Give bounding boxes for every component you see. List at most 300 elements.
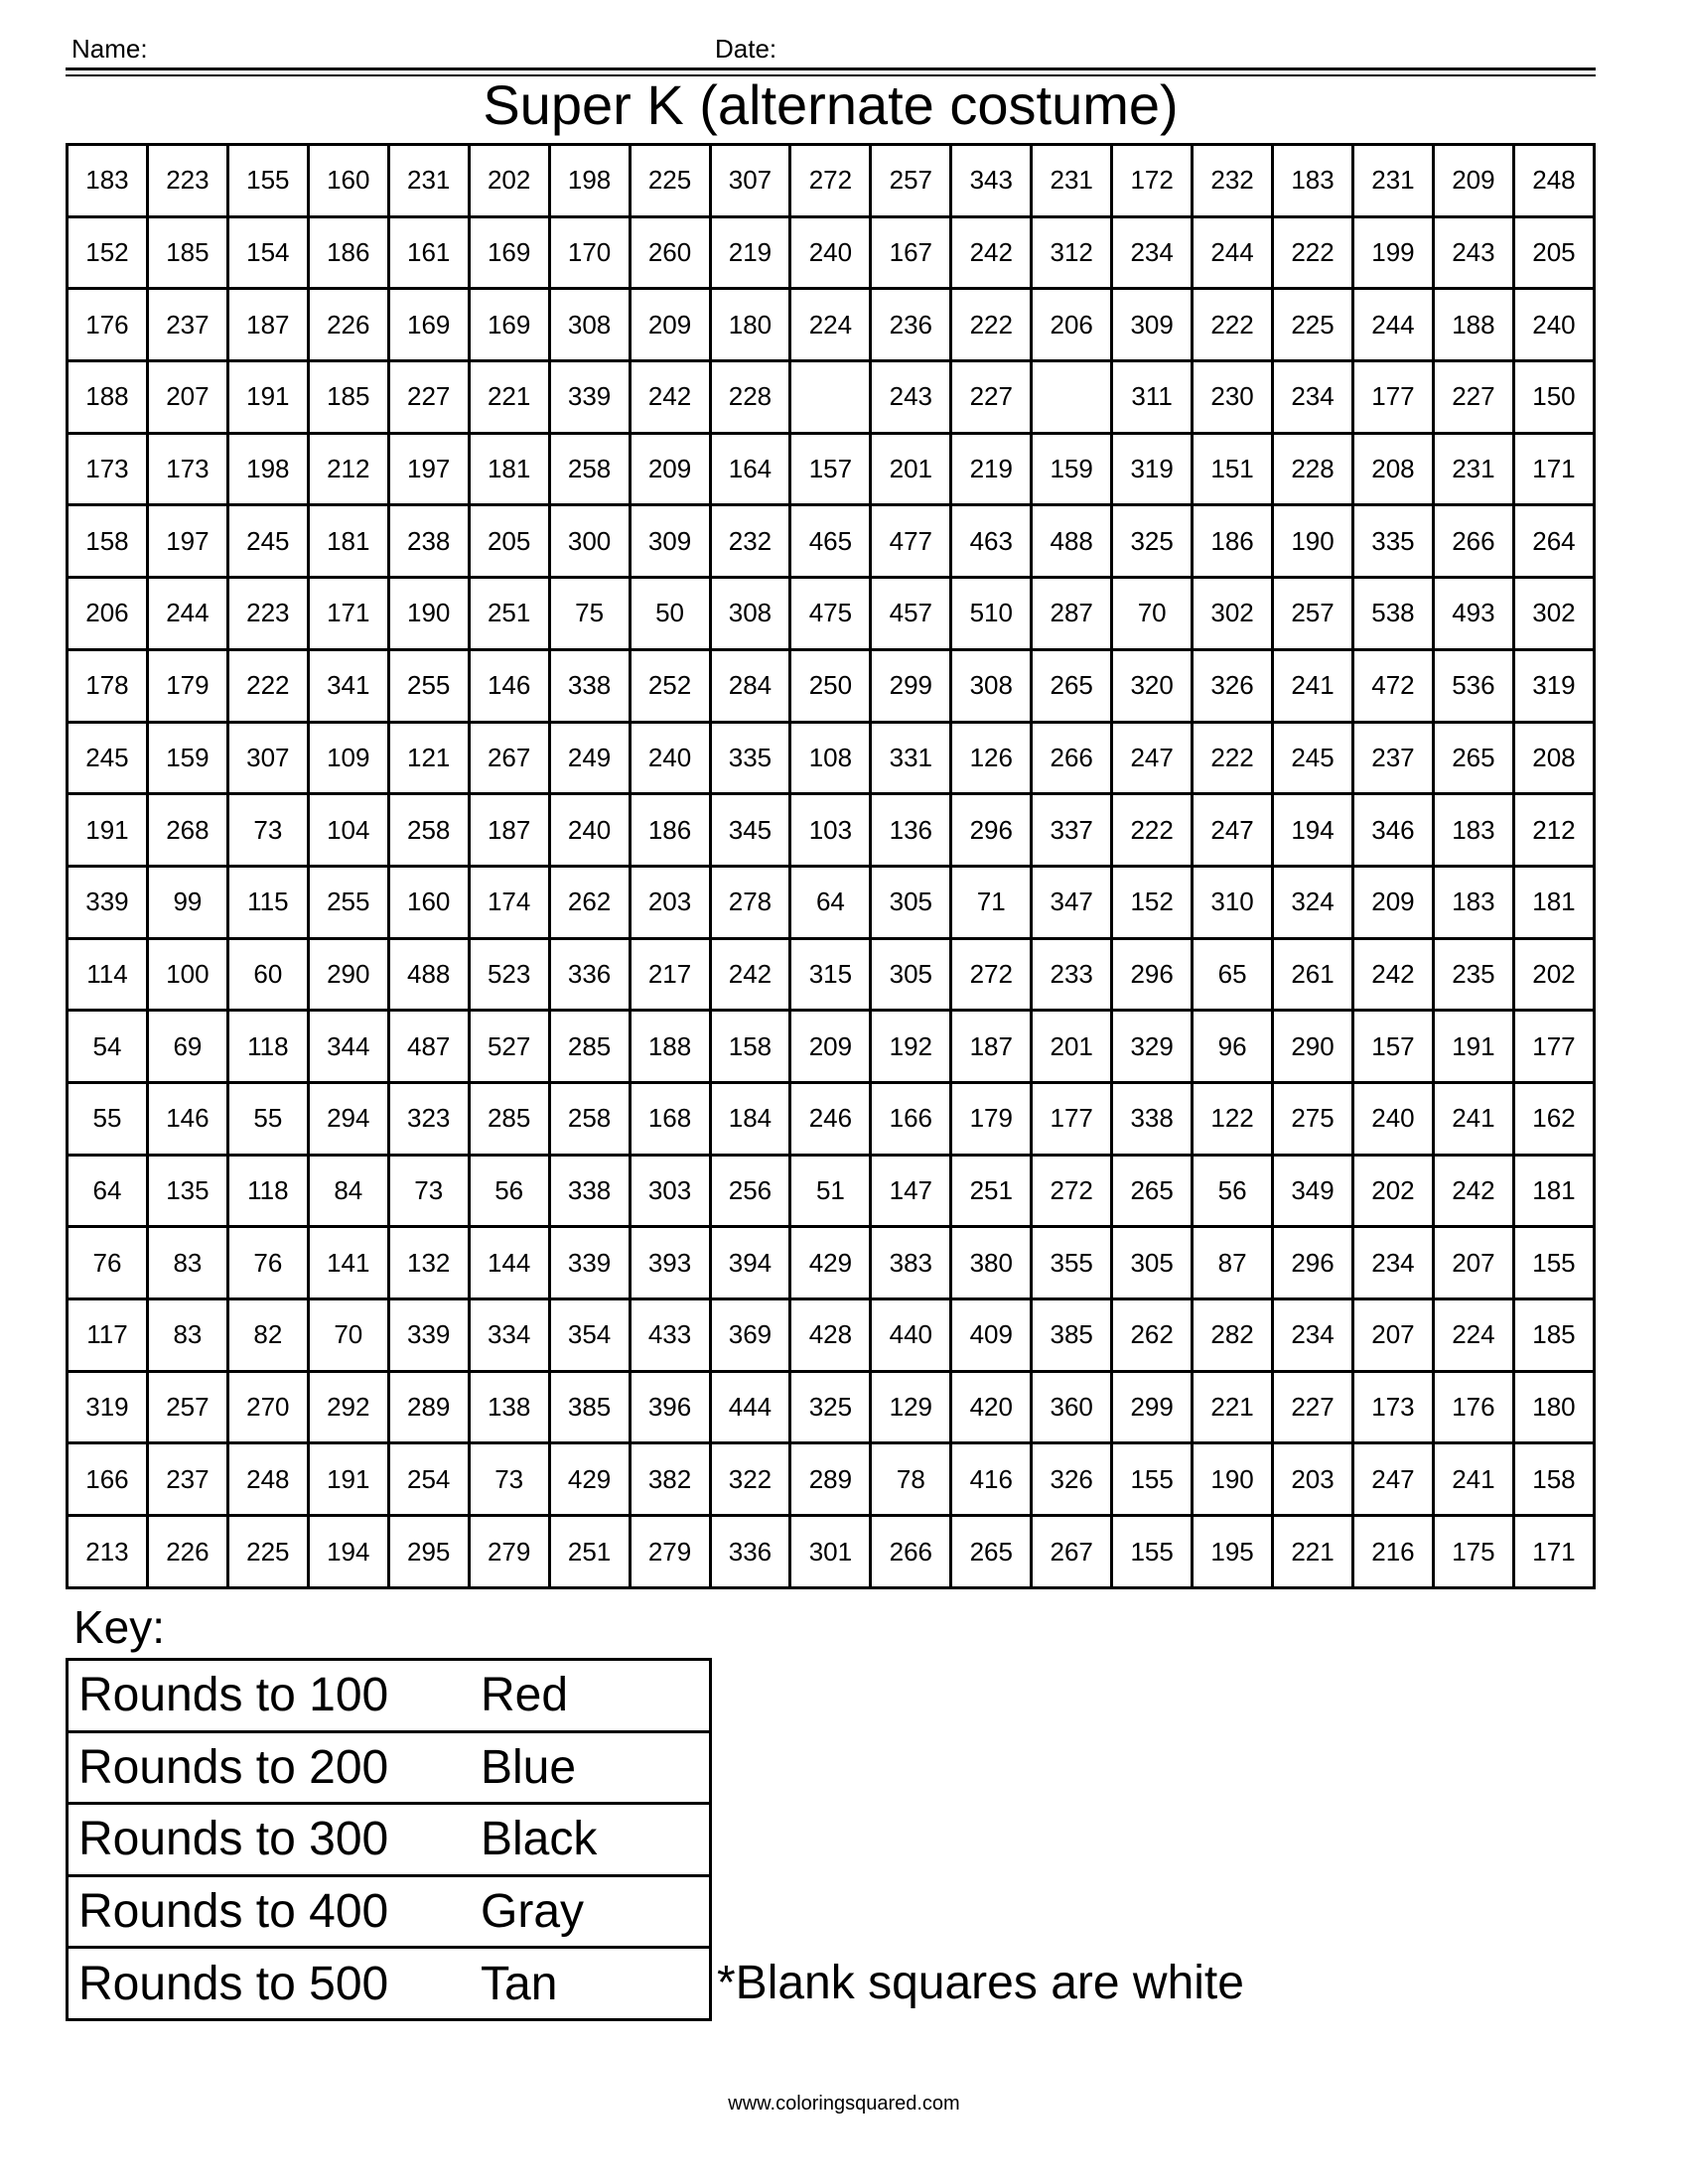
grid-cell: 261	[1273, 938, 1353, 1011]
grid-cell: 326	[1193, 649, 1273, 722]
grid-cell: 197	[388, 433, 469, 505]
grid-cell: 296	[1112, 938, 1193, 1011]
grid-cell: 188	[68, 361, 148, 434]
grid-cell: 488	[1032, 505, 1112, 578]
grid-cell: 296	[1273, 1227, 1353, 1299]
grid-cell: 221	[1273, 1516, 1353, 1588]
key-label: Key:	[73, 1601, 166, 1653]
grid-cell: 132	[388, 1227, 469, 1299]
grid-cell: 444	[710, 1371, 790, 1443]
grid-cell: 187	[227, 289, 308, 361]
grid-cell: 161	[388, 216, 469, 289]
grid-cell: 240	[1513, 289, 1594, 361]
grid-cell: 83	[147, 1299, 227, 1372]
grid-cell: 233	[1032, 938, 1112, 1011]
grid-cell: 292	[308, 1371, 388, 1443]
grid-cell: 383	[871, 1227, 951, 1299]
grid-cell: 308	[710, 578, 790, 650]
grid-cell: 305	[1112, 1227, 1193, 1299]
grid-cell: 201	[1032, 1011, 1112, 1083]
grid-cell: 222	[1273, 216, 1353, 289]
grid-row	[68, 722, 1595, 794]
grid-cell: 186	[630, 794, 710, 867]
grid-cell: 257	[1273, 578, 1353, 650]
grid-cell: 158	[1513, 1443, 1594, 1516]
grid-cell: 183	[1433, 866, 1513, 938]
grid-cell: 221	[469, 361, 549, 434]
grid-cell: 326	[1032, 1443, 1112, 1516]
grid-cell: 248	[1513, 145, 1594, 217]
grid-cell: 241	[1273, 649, 1353, 722]
grid-cell: 118	[227, 1011, 308, 1083]
grid-cell: 260	[630, 216, 710, 289]
grid-cell: 190	[388, 578, 469, 650]
grid-cell: 234	[1353, 1227, 1434, 1299]
grid-cell: 181	[1513, 1155, 1594, 1227]
grid-cell: 188	[630, 1011, 710, 1083]
grid-cell: 251	[549, 1516, 630, 1588]
grid-cell: 209	[790, 1011, 871, 1083]
grid-cell: 183	[1433, 794, 1513, 867]
grid-cell: 203	[630, 866, 710, 938]
grid-cell: 339	[388, 1299, 469, 1372]
grid-row	[68, 289, 1595, 361]
grid-cell: 335	[1353, 505, 1434, 578]
grid-cell: 209	[630, 289, 710, 361]
key-color-name: Blue	[471, 1731, 711, 1804]
grid-cell: 275	[1273, 1082, 1353, 1155]
grid-cell: 87	[1193, 1227, 1273, 1299]
grid-cell: 343	[951, 145, 1032, 217]
grid-cell: 136	[871, 794, 951, 867]
grid-cell: 231	[1032, 145, 1112, 217]
grid-cell: 126	[951, 722, 1032, 794]
grid-cell: 337	[1032, 794, 1112, 867]
grid-cell: 177	[1353, 361, 1434, 434]
grid-cell: 254	[388, 1443, 469, 1516]
date-label: Date:	[715, 34, 777, 64]
grid-cell: 190	[1193, 1443, 1273, 1516]
grid-cell: 129	[871, 1371, 951, 1443]
grid-cell: 171	[308, 578, 388, 650]
grid-cell: 320	[1112, 649, 1193, 722]
grid-cell: 312	[1032, 216, 1112, 289]
grid-cell: 429	[790, 1227, 871, 1299]
grid-cell: 162	[1513, 1082, 1594, 1155]
grid-cell: 295	[388, 1516, 469, 1588]
grid-cell: 339	[549, 1227, 630, 1299]
grid-cell: 55	[227, 1082, 308, 1155]
grid-cell: 205	[1513, 216, 1594, 289]
grid-cell: 212	[308, 433, 388, 505]
grid-cell: 181	[308, 505, 388, 578]
grid-cell: 173	[147, 433, 227, 505]
grid-cell: 181	[1513, 866, 1594, 938]
grid-cell: 339	[68, 866, 148, 938]
grid-row	[68, 1371, 1595, 1443]
grid-cell: 319	[1513, 649, 1594, 722]
grid-cell: 235	[1433, 938, 1513, 1011]
grid-cell: 164	[710, 433, 790, 505]
grid-cell: 151	[1193, 433, 1273, 505]
grid-cell: 54	[68, 1011, 148, 1083]
grid-cell: 194	[1273, 794, 1353, 867]
grid-cell: 463	[951, 505, 1032, 578]
grid-cell: 109	[308, 722, 388, 794]
grid-row	[68, 216, 1595, 289]
grid-cell: 187	[951, 1011, 1032, 1083]
grid-cell: 222	[1193, 289, 1273, 361]
grid-cell: 250	[790, 649, 871, 722]
grid-cell: 396	[630, 1371, 710, 1443]
grid-cell: 465	[790, 505, 871, 578]
grid-row	[68, 1299, 1595, 1372]
grid-cell: 55	[68, 1082, 148, 1155]
grid-cell: 104	[308, 794, 388, 867]
grid-cell: 347	[1032, 866, 1112, 938]
grid-cell: 155	[1112, 1443, 1193, 1516]
grid-cell: 279	[630, 1516, 710, 1588]
grid-cell: 240	[630, 722, 710, 794]
key-color-name: Tan	[471, 1948, 711, 2020]
grid-cell: 369	[710, 1299, 790, 1372]
grid-cell: 493	[1433, 578, 1513, 650]
grid-cell: 150	[1513, 361, 1594, 434]
grid-cell: 245	[68, 722, 148, 794]
key-rounding-rule: Rounds to 400	[68, 1875, 472, 1948]
grid-cell: 278	[710, 866, 790, 938]
grid-cell: 409	[951, 1299, 1032, 1372]
grid-cell: 195	[1193, 1516, 1273, 1588]
grid-cell: 251	[469, 578, 549, 650]
grid-cell: 247	[1353, 1443, 1434, 1516]
grid-cell: 242	[630, 361, 710, 434]
grid-cell	[1032, 361, 1112, 434]
grid-cell: 420	[951, 1371, 1032, 1443]
grid-cell: 75	[549, 578, 630, 650]
grid-cell: 157	[790, 433, 871, 505]
grid-cell: 173	[68, 433, 148, 505]
grid-cell: 154	[227, 216, 308, 289]
grid-cell: 289	[388, 1371, 469, 1443]
grid-row	[68, 578, 1595, 650]
grid-cell: 246	[790, 1082, 871, 1155]
grid-cell: 329	[1112, 1011, 1193, 1083]
grid-cell: 240	[549, 794, 630, 867]
grid-cell: 270	[227, 1371, 308, 1443]
grid-cell: 242	[1433, 1155, 1513, 1227]
grid-cell: 73	[469, 1443, 549, 1516]
grid-cell: 272	[951, 938, 1032, 1011]
grid-cell: 249	[549, 722, 630, 794]
grid-cell: 70	[308, 1299, 388, 1372]
grid-cell: 299	[1112, 1371, 1193, 1443]
grid-cell: 212	[1513, 794, 1594, 867]
grid-cell: 227	[388, 361, 469, 434]
grid-cell: 272	[790, 145, 871, 217]
grid-cell: 138	[469, 1371, 549, 1443]
grid-cell: 118	[227, 1155, 308, 1227]
grid-cell: 69	[147, 1011, 227, 1083]
grid-cell	[790, 361, 871, 434]
grid-cell: 244	[1193, 216, 1273, 289]
grid-cell: 186	[1193, 505, 1273, 578]
grid-cell: 457	[871, 578, 951, 650]
grid-cell: 266	[1433, 505, 1513, 578]
grid-cell: 308	[549, 289, 630, 361]
grid-cell: 307	[710, 145, 790, 217]
grid-cell: 243	[871, 361, 951, 434]
grid-cell: 355	[1032, 1227, 1112, 1299]
grid-cell: 158	[68, 505, 148, 578]
grid-cell: 475	[790, 578, 871, 650]
grid-cell: 268	[147, 794, 227, 867]
grid-row	[68, 1516, 1595, 1588]
grid-cell: 144	[469, 1227, 549, 1299]
grid-cell: 181	[469, 433, 549, 505]
grid-cell: 183	[1273, 145, 1353, 217]
grid-cell: 245	[1273, 722, 1353, 794]
grid-cell: 185	[147, 216, 227, 289]
grid-cell: 208	[1513, 722, 1594, 794]
grid-cell: 216	[1353, 1516, 1434, 1588]
grid-cell: 267	[1032, 1516, 1112, 1588]
grid-cell: 225	[630, 145, 710, 217]
grid-cell: 64	[68, 1155, 148, 1227]
grid-cell: 176	[68, 289, 148, 361]
grid-cell: 319	[68, 1371, 148, 1443]
grid-cell: 203	[1273, 1443, 1353, 1516]
grid-cell: 338	[549, 649, 630, 722]
grid-cell: 169	[388, 289, 469, 361]
grid-cell: 237	[147, 289, 227, 361]
grid-cell: 536	[1433, 649, 1513, 722]
grid-cell: 197	[147, 505, 227, 578]
grid-row	[68, 1443, 1595, 1516]
grid-cell: 538	[1353, 578, 1434, 650]
grid-cell: 331	[871, 722, 951, 794]
grid-cell: 244	[147, 578, 227, 650]
grid-cell: 488	[388, 938, 469, 1011]
grid-cell: 159	[147, 722, 227, 794]
grid-cell: 222	[1112, 794, 1193, 867]
grid-cell: 282	[1193, 1299, 1273, 1372]
grid-cell: 213	[68, 1516, 148, 1588]
grid-cell: 191	[308, 1443, 388, 1516]
grid-cell: 334	[469, 1299, 549, 1372]
grid-cell: 222	[227, 649, 308, 722]
grid-cell: 206	[1032, 289, 1112, 361]
grid-cell: 325	[1112, 505, 1193, 578]
grid-cell: 307	[227, 722, 308, 794]
grid-cell: 117	[68, 1299, 148, 1372]
grid-cell: 247	[1193, 794, 1273, 867]
grid-cell: 477	[871, 505, 951, 578]
grid-cell: 228	[710, 361, 790, 434]
key-row	[68, 1948, 711, 2020]
grid-cell: 252	[630, 649, 710, 722]
grid-cell: 188	[1433, 289, 1513, 361]
grid-cell: 284	[710, 649, 790, 722]
grid-cell: 60	[227, 938, 308, 1011]
grid-cell: 122	[1193, 1082, 1273, 1155]
grid-cell: 325	[790, 1371, 871, 1443]
grid-cell: 84	[308, 1155, 388, 1227]
grid-cell: 262	[1112, 1299, 1193, 1372]
key-row	[68, 1875, 711, 1948]
grid-cell: 255	[308, 866, 388, 938]
grid-cell: 159	[1032, 433, 1112, 505]
grid-cell: 71	[951, 866, 1032, 938]
grid-cell: 319	[1112, 433, 1193, 505]
grid-row	[68, 505, 1595, 578]
grid-cell: 289	[790, 1443, 871, 1516]
grid-cell: 191	[227, 361, 308, 434]
grid-cell: 257	[871, 145, 951, 217]
grid-cell: 169	[469, 289, 549, 361]
grid-cell: 241	[1433, 1443, 1513, 1516]
grid-cell: 167	[871, 216, 951, 289]
grid-cell: 198	[549, 145, 630, 217]
key-color-name: Gray	[471, 1875, 711, 1948]
grid-cell: 309	[1112, 289, 1193, 361]
grid-row	[68, 794, 1595, 867]
grid-cell: 231	[1433, 433, 1513, 505]
grid-cell: 315	[790, 938, 871, 1011]
grid-cell: 191	[1433, 1011, 1513, 1083]
grid-cell: 294	[308, 1082, 388, 1155]
grid-cell: 323	[388, 1082, 469, 1155]
grid-cell: 160	[388, 866, 469, 938]
grid-cell: 290	[308, 938, 388, 1011]
grid-cell: 234	[1273, 361, 1353, 434]
grid-cell: 287	[1032, 578, 1112, 650]
grid-cell: 227	[1433, 361, 1513, 434]
grid-cell: 244	[1353, 289, 1434, 361]
grid-cell: 146	[147, 1082, 227, 1155]
grid-cell: 221	[1193, 1371, 1273, 1443]
grid-cell: 440	[871, 1299, 951, 1372]
grid-cell: 242	[1353, 938, 1434, 1011]
grid-cell: 51	[790, 1155, 871, 1227]
grid-cell: 207	[1433, 1227, 1513, 1299]
grid-cell: 205	[469, 505, 549, 578]
grid-cell: 190	[1273, 505, 1353, 578]
grid-cell: 264	[1513, 505, 1594, 578]
grid-cell: 237	[1353, 722, 1434, 794]
grid-cell: 232	[710, 505, 790, 578]
grid-cell: 217	[630, 938, 710, 1011]
grid-cell: 192	[871, 1011, 951, 1083]
grid-cell: 380	[951, 1227, 1032, 1299]
grid-cell: 308	[951, 649, 1032, 722]
grid-cell: 100	[147, 938, 227, 1011]
grid-cell: 135	[147, 1155, 227, 1227]
key-color-name: Black	[471, 1804, 711, 1876]
grid-cell: 209	[1353, 866, 1434, 938]
grid-row	[68, 433, 1595, 505]
grid-cell: 227	[951, 361, 1032, 434]
grid-cell: 171	[1513, 433, 1594, 505]
grid-cell: 96	[1193, 1011, 1273, 1083]
grid-cell: 265	[1032, 649, 1112, 722]
grid-cell: 168	[630, 1082, 710, 1155]
grid-cell: 523	[469, 938, 549, 1011]
grid-cell: 115	[227, 866, 308, 938]
grid-cell: 385	[549, 1371, 630, 1443]
grid-cell: 157	[1353, 1011, 1434, 1083]
blank-squares-note: *Blank squares are white	[717, 1957, 1244, 2009]
grid-cell: 510	[951, 578, 1032, 650]
grid-cell: 103	[790, 794, 871, 867]
grid-cell: 206	[68, 578, 148, 650]
grid-cell: 245	[227, 505, 308, 578]
grid-cell: 255	[388, 649, 469, 722]
grid-cell: 178	[68, 649, 148, 722]
grid-cell: 429	[549, 1443, 630, 1516]
grid-cell: 152	[68, 216, 148, 289]
grid-cell: 198	[227, 433, 308, 505]
key-rounding-rule: Rounds to 100	[68, 1660, 472, 1732]
grid-cell: 191	[68, 794, 148, 867]
key-row	[68, 1731, 711, 1804]
grid-row	[68, 938, 1595, 1011]
grid-cell: 121	[388, 722, 469, 794]
grid-cell: 256	[710, 1155, 790, 1227]
grid-cell: 202	[1353, 1155, 1434, 1227]
grid-cell: 285	[549, 1011, 630, 1083]
grid-cell: 265	[1112, 1155, 1193, 1227]
grid-cell: 265	[1433, 722, 1513, 794]
grid-cell: 76	[227, 1227, 308, 1299]
grid-cell: 207	[147, 361, 227, 434]
grid-cell: 114	[68, 938, 148, 1011]
grid-row	[68, 1155, 1595, 1227]
grid-cell: 73	[227, 794, 308, 867]
grid-cell: 185	[308, 361, 388, 434]
grid-cell: 272	[1032, 1155, 1112, 1227]
grid-cell: 279	[469, 1516, 549, 1588]
grid-cell: 305	[871, 938, 951, 1011]
grid-cell: 146	[469, 649, 549, 722]
grid-cell: 258	[549, 1082, 630, 1155]
grid-cell: 228	[1273, 433, 1353, 505]
grid-cell: 183	[68, 145, 148, 217]
grid-cell: 173	[1353, 1371, 1434, 1443]
grid-cell: 311	[1112, 361, 1193, 434]
grid-cell: 393	[630, 1227, 710, 1299]
grid-cell: 258	[388, 794, 469, 867]
grid-cell: 243	[1433, 216, 1513, 289]
grid-cell: 166	[871, 1082, 951, 1155]
grid-cell: 160	[308, 145, 388, 217]
grid-cell: 346	[1353, 794, 1434, 867]
grid-cell: 267	[469, 722, 549, 794]
grid-cell: 177	[1032, 1082, 1112, 1155]
key-color-name: Red	[471, 1660, 711, 1732]
grid-cell: 147	[871, 1155, 951, 1227]
grid-cell: 416	[951, 1443, 1032, 1516]
grid-cell: 207	[1353, 1299, 1434, 1372]
grid-cell: 155	[1513, 1227, 1594, 1299]
grid-cell: 349	[1273, 1155, 1353, 1227]
grid-cell: 56	[1193, 1155, 1273, 1227]
grid-cell: 185	[1513, 1299, 1594, 1372]
grid-cell: 169	[469, 216, 549, 289]
grid-cell: 262	[549, 866, 630, 938]
grid-cell: 194	[308, 1516, 388, 1588]
color-key-table	[66, 1658, 712, 2021]
